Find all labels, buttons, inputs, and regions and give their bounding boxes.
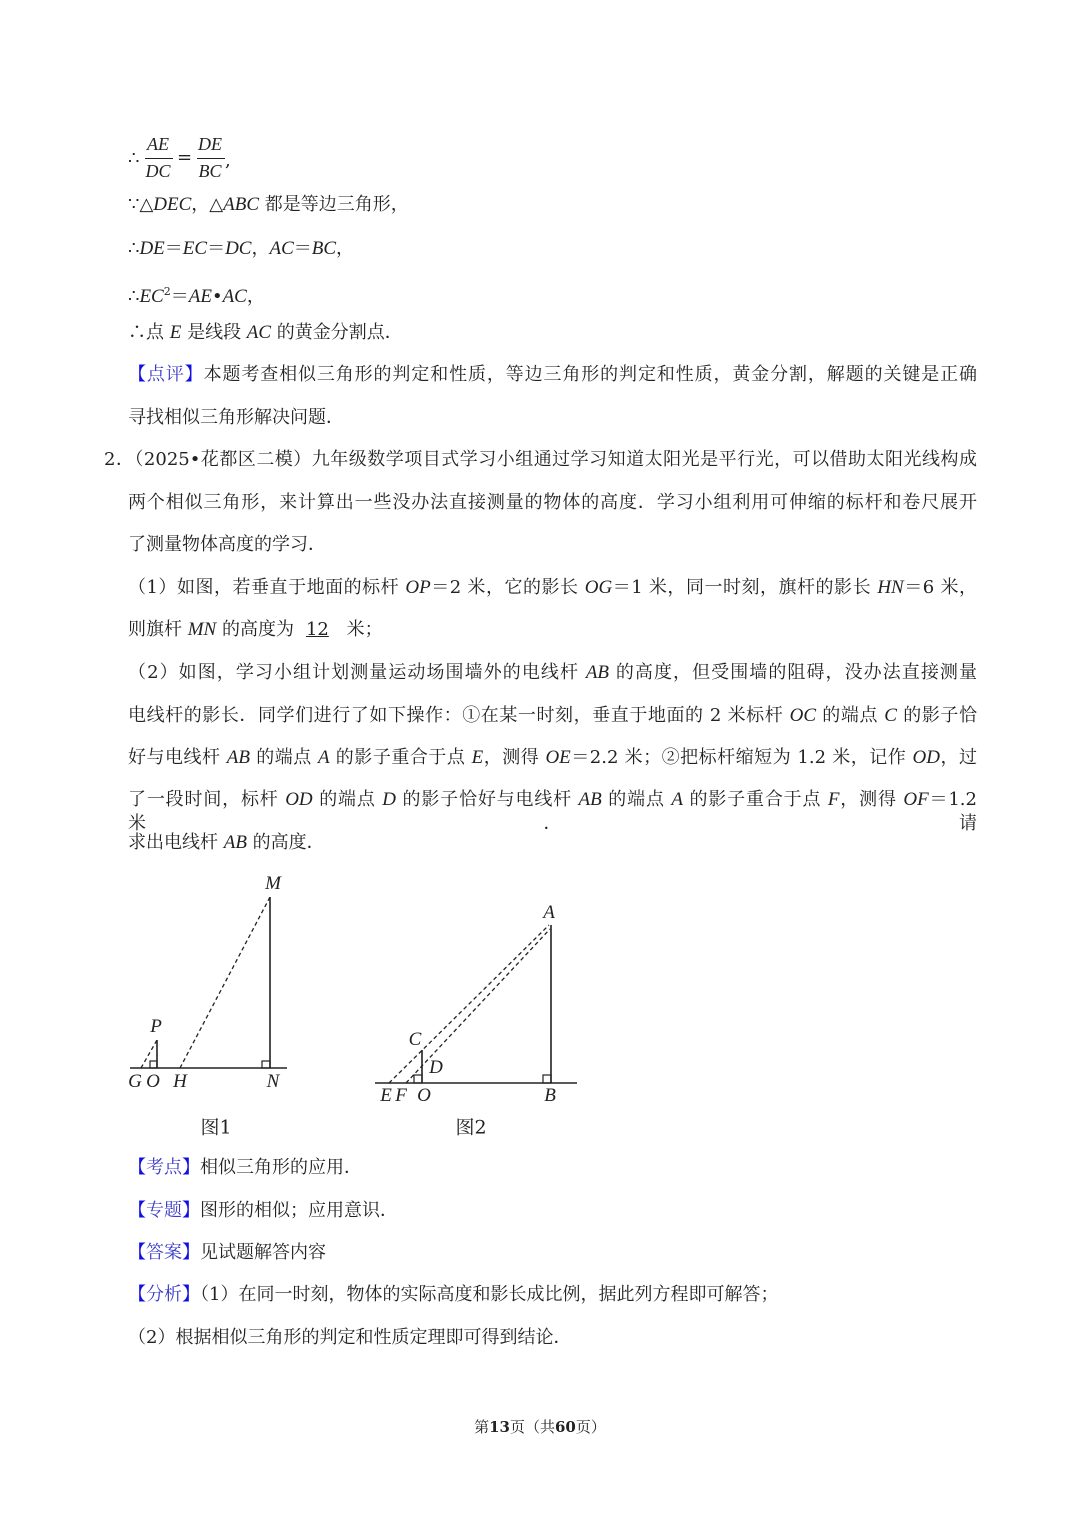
bracket: 【 <box>128 1284 146 1305</box>
text-segment: 寻找相似三角形解决问题． <box>128 407 344 428</box>
math-variable: OE <box>545 747 571 768</box>
math-variable: AC <box>246 322 272 343</box>
math-variable: AB <box>226 747 250 768</box>
text-segment: 的端点 <box>249 747 318 768</box>
text-segment: ＝ <box>164 238 183 259</box>
text-segment: 的影子恰 <box>896 705 977 726</box>
text-segment: ＝1 米，同一时刻，旗杆的影长 <box>612 577 878 598</box>
figure-2-caption: 图2 <box>455 1116 487 1139</box>
math-variable: EC <box>182 238 208 259</box>
text-segment: 是线段 <box>181 322 247 343</box>
text-segment: 的影子重合于点 <box>329 747 472 768</box>
right-angle-mark <box>543 1075 551 1083</box>
numerator: AE <box>147 134 169 154</box>
text-segment: ，测得 <box>483 747 546 768</box>
math-variable: AB <box>578 789 602 810</box>
text-segment: ， <box>246 286 265 307</box>
section-tag: 点评 <box>146 364 185 385</box>
text-segment: （1）如图，若垂直于地面的标杆 <box>128 577 406 598</box>
math-variable: OG <box>584 577 613 598</box>
text-segment: 图形的相似；应用意识． <box>200 1200 398 1221</box>
text-segment: ＝2 米，它的影长 <box>430 577 585 598</box>
math-variable: MN <box>187 619 217 640</box>
math-variable: HN <box>877 577 904 598</box>
math-variable: A <box>671 789 683 810</box>
label-m: M <box>265 873 281 894</box>
text-segment: 都是等边三角形， <box>259 194 409 215</box>
bracket: 【 <box>128 364 147 385</box>
math-variable: AE <box>188 286 212 307</box>
text-segment: 求出电线杆 <box>128 832 224 853</box>
bracket: 】 <box>182 1284 200 1305</box>
denominator: DC <box>145 161 171 181</box>
math-variable: DE <box>139 238 165 259</box>
text-segment: 2 <box>163 285 171 298</box>
math-variable: EC <box>139 286 164 307</box>
bracket: 【 <box>128 1157 146 1178</box>
text-segment: ， <box>251 238 270 259</box>
text-segment: 相似三角形的应用． <box>200 1157 362 1178</box>
math-variable: C <box>884 705 897 726</box>
math-variable: OD <box>285 789 313 810</box>
text-segment: 米； <box>340 619 383 640</box>
text-segment: 了测量物体高度的学习． <box>128 534 326 555</box>
text-segment: 两个相似三角形，来计算出一些没办法直接测量的物体的高度．学习小组利用可伸缩的标杆和卷尺展开 <box>128 492 977 513</box>
text-segment: ＝2.2 米；②把标杆缩短为 1.2 米，记作 <box>570 747 913 768</box>
label-h: H <box>173 1071 187 1092</box>
math-variable: F <box>827 789 840 810</box>
math-variable: AC <box>222 286 247 307</box>
bracket: 【 <box>128 1200 146 1221</box>
bracket: 【 <box>128 1242 146 1263</box>
label-b: B <box>544 1085 556 1106</box>
text-segment: 的影子重合于点 <box>682 789 828 810</box>
text-segment: ＝ <box>293 238 312 259</box>
right-angle-mark <box>150 1061 157 1068</box>
text-segment: 的高度为 <box>216 619 294 640</box>
math-variable: OP <box>405 577 431 598</box>
text-segment: ∴ <box>128 238 140 259</box>
label-o: O <box>417 1085 431 1106</box>
label-e: E <box>380 1085 392 1106</box>
bracket: 】 <box>184 364 204 385</box>
label-g: G <box>128 1071 142 1092</box>
label-f: F <box>395 1085 407 1106</box>
math-variable: DC <box>225 238 252 259</box>
label-o: O <box>146 1071 160 1092</box>
footer-text: 页） <box>575 1418 606 1436</box>
figure-1-caption: 图1 <box>200 1116 232 1139</box>
text-segment: 的端点 <box>816 705 885 726</box>
math-variable: AC <box>269 238 294 259</box>
text-segment: 的黄金分割点． <box>271 322 403 343</box>
equals-sign: = <box>177 147 193 168</box>
denominator: BC <box>198 161 222 181</box>
answer-blank: 12 <box>305 619 329 640</box>
footer-text: 页（共 <box>509 1418 555 1436</box>
numerator: DE <box>198 134 222 154</box>
section-tag: 分析 <box>146 1284 182 1305</box>
math-variable: E <box>169 322 182 343</box>
sun-ray-e <box>389 925 549 1083</box>
sun-ray <box>141 1040 157 1068</box>
text-segment: 的端点 <box>312 789 383 810</box>
label-p: P <box>150 1016 162 1037</box>
math-variable: ABC <box>223 194 260 215</box>
text-segment: 的高度． <box>246 832 325 853</box>
text-segment: 的端点 <box>601 789 672 810</box>
text-segment: （1）在同一时刻，物体的实际高度和影长成比例，据此列方程即可解答； <box>200 1284 779 1305</box>
text-segment: ∴点 <box>128 322 170 343</box>
text-segment: ＝ <box>170 286 189 307</box>
math-variable: A <box>317 747 330 768</box>
math-variable: OD <box>912 747 940 768</box>
sun-ray <box>180 897 270 1068</box>
text-segment: 的影子恰好与电线杆 <box>395 789 579 810</box>
text-segment: 电线杆的影长．同学们进行了如下操作：①在某一时刻，垂直于地面的 2 米标杆 <box>128 705 790 726</box>
text-segment: ，过 <box>939 747 977 768</box>
section-tag: 考点 <box>146 1157 182 1178</box>
text-segment: ＝ <box>207 238 226 259</box>
math-variable: BC <box>311 238 337 259</box>
text-segment: 2．（2025•花都区二模）九年级数学项目式学习小组通过学习知道太阳光是平行光，可以借助太阳光线构成 <box>104 449 977 470</box>
text-segment: ， <box>336 238 355 259</box>
math-variable: AB <box>223 832 247 853</box>
total-pages: 60 <box>555 1418 576 1436</box>
right-angle-mark <box>414 1075 422 1083</box>
text-segment: 见试题解答内容 <box>200 1242 326 1263</box>
text-segment: ，测得 <box>839 789 904 810</box>
bracket: 】 <box>182 1157 200 1178</box>
text-segment: 了一段时间，标杆 <box>128 789 286 810</box>
page-number: 13 <box>489 1418 510 1436</box>
text-segment: 好与电线杆 <box>128 747 227 768</box>
text-segment: ＝1.2 米．请 <box>128 789 977 834</box>
footer-text: 第 <box>474 1418 490 1436</box>
section-tag: 答案 <box>146 1242 182 1263</box>
label-n: N <box>266 1071 280 1092</box>
label-c: C <box>408 1029 422 1050</box>
math-variable: OC <box>789 705 817 726</box>
text-segment: （2）如图，学习小组计划测量运动场围墙外的电线杆 <box>128 662 586 683</box>
text-segment: 的高度，但受围墙的阻碍，没办法直接测量 <box>609 662 977 683</box>
page-footer <box>0 1416 1080 1437</box>
math-variable: DEC <box>153 194 192 215</box>
text-segment: ∴ <box>128 286 140 307</box>
text-segment: • <box>211 286 223 307</box>
text-segment: ∵△ <box>128 194 154 215</box>
bracket: 】 <box>182 1242 200 1263</box>
bracket: 】 <box>182 1200 200 1221</box>
text-segment: 则旗杆 <box>128 619 188 640</box>
text-segment: ＝6 米， <box>903 577 977 598</box>
math-variable: E <box>471 747 484 768</box>
text-segment: 本题考查相似三角形的判定和性质，等边三角形的判定和性质，黄金分割，解题的关键是正确 <box>203 364 978 385</box>
label-a: A <box>543 902 555 923</box>
text-segment: ，△ <box>191 194 224 215</box>
comma: , <box>225 150 231 171</box>
math-variable: AB <box>585 662 610 683</box>
therefore-symbol: ∴ <box>128 148 140 169</box>
math-variable: OF <box>903 789 929 810</box>
right-angle-mark <box>262 1061 270 1068</box>
sun-ray-f <box>406 929 550 1083</box>
label-d: D <box>429 1057 443 1078</box>
text-segment: （2）根据相似三角形的判定和性质定理即可得到结论． <box>128 1327 572 1348</box>
math-variable: D <box>382 789 396 810</box>
section-tag: 专题 <box>146 1200 182 1221</box>
